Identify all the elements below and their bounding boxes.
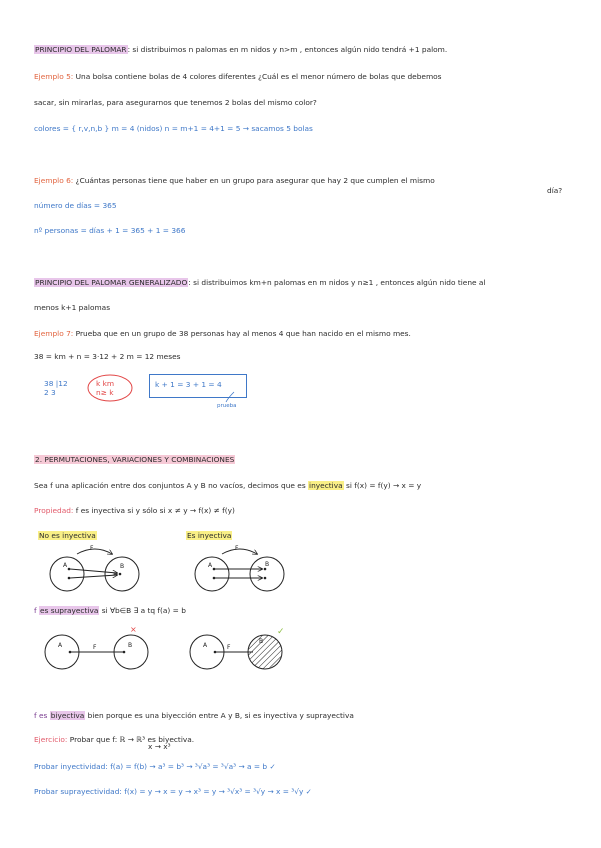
- property-label: Propiedad:: [34, 506, 74, 515]
- bijective-text: bien porque es una biyección entre A y B, si es inyectiva y suprayectiva: [87, 711, 354, 720]
- example-6-line-2: día?: [547, 186, 563, 195]
- property-line: [34, 506, 235, 516]
- set-b-label: B: [265, 561, 270, 568]
- exercise-text: Probar que f: ℝ → ℝ³ es biyectiva.: [69, 735, 195, 744]
- example-6-line-1: [34, 176, 435, 186]
- red-oval-text-1: k km: [96, 379, 115, 388]
- set-a-label: A: [203, 642, 208, 649]
- function-label: F: [90, 545, 94, 552]
- injectivity-proof: [34, 762, 276, 772]
- injective-label: Es inyectiva: [187, 531, 232, 540]
- set-a-label: A: [58, 642, 63, 649]
- generalized-principle-line-2: menos k+1 palomas: [34, 303, 111, 312]
- example-6-solution-1: número de días = 365: [34, 201, 117, 210]
- property-text: f es inyectiva si y sólo si x ≠ y → f(x) ≠ f(y): [75, 506, 235, 515]
- injective-definition: [34, 481, 421, 491]
- bijective-line: [34, 711, 354, 721]
- example-5-line-1: [34, 72, 442, 82]
- function-label: F: [93, 644, 97, 651]
- injective-diagram: [185, 540, 295, 596]
- division-dividend: 38 |12: [44, 379, 68, 388]
- set-b-label: B: [120, 563, 125, 570]
- principle-title: PRINCIPIO DEL PALOMAR: [35, 45, 127, 54]
- result-box-text: k + 1 = 3 + 1 = 4: [155, 380, 222, 389]
- exercise-label: Ejercicio:: [34, 735, 68, 744]
- section-2-title-line: [34, 455, 235, 465]
- surjectivity-proof-label: Probar suprayectividad:: [34, 787, 122, 796]
- generalized-principle-text: : si distribuimos km+n palomas en m nidos y n≥1 , entonces algún nido tiene al: [188, 278, 486, 287]
- surjective-diagram: [185, 622, 297, 674]
- division-remainder: 2 3: [44, 388, 56, 397]
- surjective-text: si ∀b∈B ∃ a tq f(a) = b: [101, 606, 186, 615]
- injectivity-proof-label: Probar inyectividad:: [34, 762, 108, 771]
- not-injective-label: No es inyectiva: [39, 531, 96, 540]
- set-b-label: B: [128, 642, 133, 649]
- surjective-definition: [34, 606, 186, 616]
- surjectivity-proof: [34, 787, 312, 797]
- generalized-principle-title: PRINCIPIO DEL PALOMAR GENERALIZADO: [35, 278, 188, 287]
- example-6-solution-2: nº personas = días + 1 = 365 + 1 = 366: [34, 226, 186, 235]
- bijective-prefix: f es: [34, 711, 48, 720]
- cross-icon: ×: [130, 625, 137, 634]
- set-a-label: A: [63, 562, 68, 569]
- exercise-mapping: x → x³: [148, 742, 171, 751]
- check-icon: ✓: [277, 627, 285, 637]
- injective-definition-formula: si f(x) = f(y) → x = y: [345, 481, 422, 490]
- example-7-solution: 38 = km + n = 3·12 + 2 m = 12 meses: [34, 352, 181, 361]
- set-a-label: A: [208, 562, 213, 569]
- example-7-label: Ejemplo 7:: [34, 329, 74, 338]
- function-label: F: [227, 644, 231, 651]
- surjective-highlight: es suprayectiva: [39, 606, 99, 615]
- bijective-highlight: biyectiva: [50, 711, 85, 720]
- not-injective-diagram: [40, 540, 150, 596]
- injective-highlight: inyectiva: [309, 481, 343, 490]
- function-label: F: [235, 545, 239, 552]
- example-5-label: Ejemplo 5:: [34, 72, 74, 81]
- principle-text: : si distribuimos n palomas en m nidos y n>m , entonces algún nido tendrá +1 palom.: [127, 45, 448, 54]
- set-b-label: B: [259, 638, 264, 645]
- example-7-text: Prueba que en un grupo de 38 personas hay al menos 4 que han nacido en el mismo mes.: [75, 329, 411, 338]
- section-2-title: 2. PERMUTACIONES, VARIACIONES Y COMBINACIONES: [35, 455, 235, 464]
- generalized-principle-line-1: [34, 278, 486, 288]
- example-6-label: Ejemplo 6:: [34, 176, 74, 185]
- injectivity-proof-text: f(a) = f(b) → a³ = b³ → ³√a³ = ³√a³ → a = b ✓: [110, 762, 276, 771]
- example-6-text-1: ¿Cuántas personas tiene que haber en un grupo para asegurar que hay 2 que cumplen el mismo: [75, 176, 435, 185]
- surjective-prefix: f: [34, 606, 37, 615]
- example-5-line-2: sacar, sin mirarlas, para asegurarnos que tenemos 2 bolas del mismo color?: [34, 98, 317, 107]
- red-oval-text-2: n≥ k: [96, 388, 114, 397]
- surjectivity-proof-text: f(x) = y → x = y → x³ = y → ³√x³ = ³√y → x = ³√y ✓: [124, 787, 312, 796]
- injective-definition-text: Sea f una aplicación entre dos conjuntos A y B no vacíos, decimos que es: [34, 481, 306, 490]
- principle-line: [34, 45, 447, 55]
- prueba-label: prueba: [217, 403, 237, 409]
- example-5-text-1: Una bolsa contiene bolas de 4 colores diferentes ¿Cuál es el menor número de bolas que debemos: [75, 72, 442, 81]
- example-5-solution: colores = { r,v,n,b } m = 4 (nidos) n = m+1 = 4+1 = 5 → sacamos 5 bolas: [34, 124, 313, 133]
- example-7-line: [34, 329, 411, 339]
- not-surjective-diagram: [40, 622, 152, 674]
